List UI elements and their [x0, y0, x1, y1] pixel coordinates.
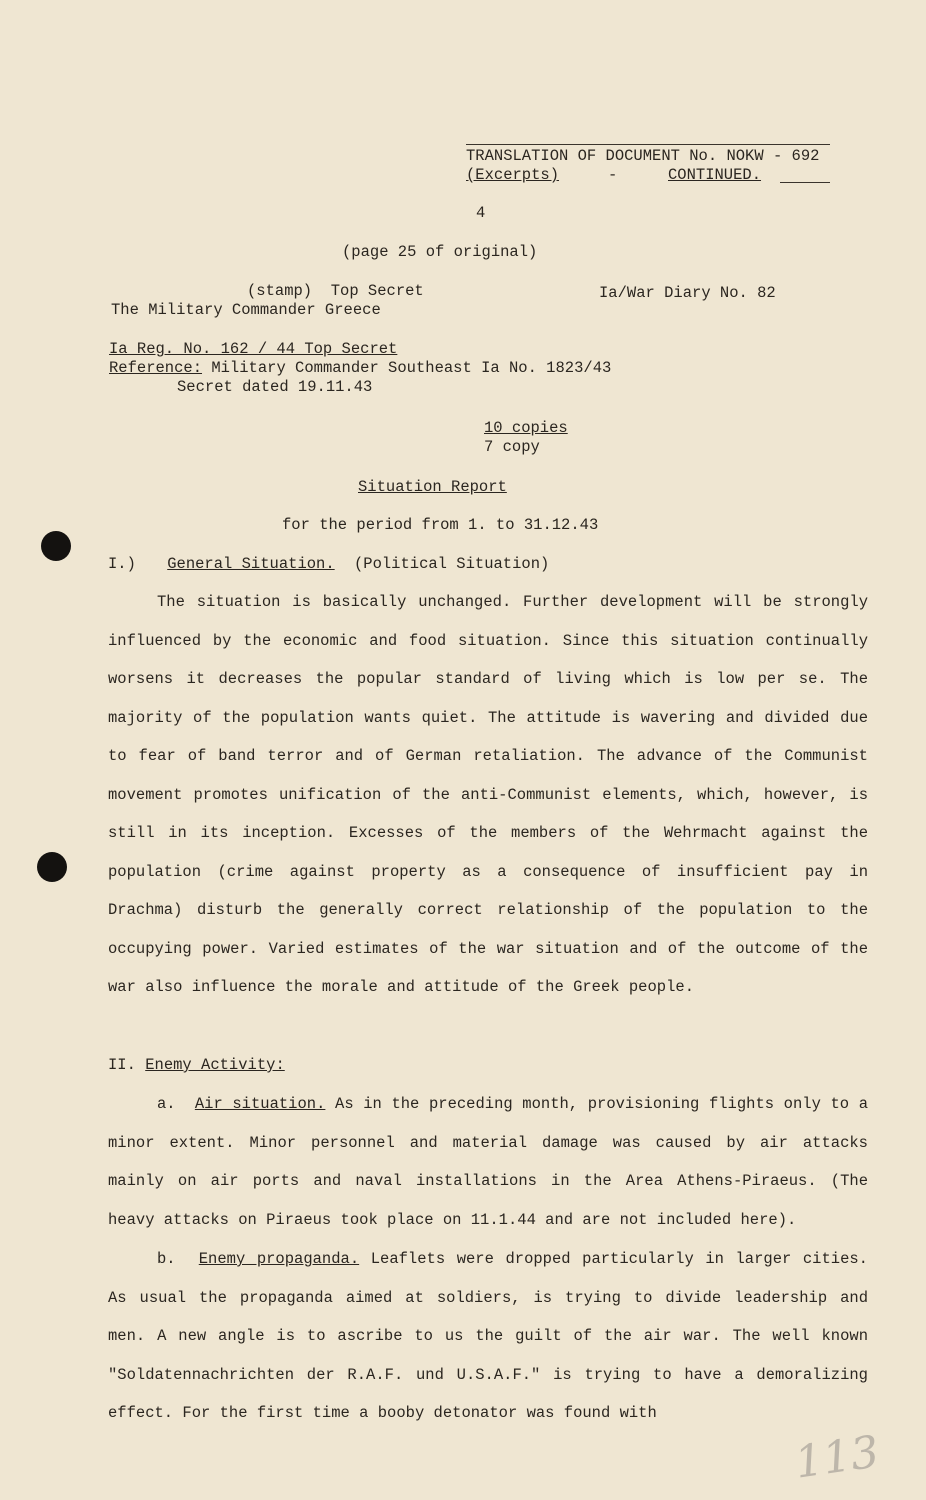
- reference-secret: Secret dated 19.11.43: [177, 378, 373, 396]
- air-situation-label: a.: [157, 1095, 176, 1113]
- header-dash: -: [608, 166, 618, 184]
- section-2-title: Enemy Activity:: [145, 1056, 285, 1074]
- air-situation-title: Air situation.: [194, 1095, 326, 1113]
- enemy-propaganda-title: Enemy propaganda.: [198, 1250, 360, 1268]
- copy-number: 7 copy: [484, 438, 540, 456]
- page-of-original: (page 25 of original): [342, 243, 538, 261]
- excerpts: (Excerpts): [466, 166, 560, 184]
- reference-line: [109, 358, 611, 378]
- continued: CONTINUED.: [668, 166, 762, 184]
- section-1-title: General Situation.: [167, 555, 335, 573]
- air-situation-paragraph: [108, 1085, 868, 1239]
- page-number: 4: [476, 204, 486, 222]
- punch-hole: [41, 531, 71, 561]
- section-2-heading: [108, 1055, 285, 1075]
- section-1-number: I.): [108, 555, 136, 573]
- report-period: for the period from 1. to 31.12.43: [282, 516, 599, 534]
- copies-count: 10 copies: [484, 419, 568, 437]
- report-title: Situation Report: [358, 478, 507, 496]
- enemy-propaganda-label: b.: [157, 1250, 176, 1268]
- air-situation-body: As in the preceding month, provisioning flights only to a minor extent. Minor personnel and material damage was caused by air attacks mainly on air ports and naval installations in the Area Athens-Piraeus. (The heavy attacks on Piraeus took place on 11.1.44 and are not included here).: [108, 1095, 869, 1229]
- header-top-rule: [466, 144, 830, 145]
- section-2-number: II.: [108, 1056, 136, 1074]
- reference-label: Reference:: [109, 359, 203, 377]
- enemy-propaganda-body: Leaflets were dropped particularly in larger cities. As usual the propaganda aimed at soldiers, is trying to divide leadership and men. A new angle is to ascribe to us the guilt of the air war. The well known "Soldatennachrichten der R.A.F. und U.S.A.F." is trying to have a demoralizing effect. For the first time a booby detonator was found with: [108, 1250, 868, 1422]
- section-1-heading: [108, 554, 549, 574]
- translation-line: TRANSLATION OF DOCUMENT No. NOKW - 692: [466, 147, 820, 165]
- continued-label: [668, 165, 761, 185]
- enemy-propaganda-paragraph: [108, 1240, 868, 1433]
- war-diary-number: Ia/War Diary No. 82: [599, 284, 776, 302]
- header-bottom-rule: [780, 182, 830, 183]
- stamp-line: (stamp) Top Secret: [247, 282, 424, 300]
- excerpts-label: [466, 165, 559, 185]
- sender: The Military Commander Greece: [111, 301, 381, 319]
- pencil-page-note: 113: [791, 1426, 883, 1489]
- reference-text: Military Commander Southeast Ia No. 1823/43: [211, 359, 612, 377]
- section-1-subtitle: (Political Situation): [353, 555, 550, 573]
- section-1-body: The situation is basically unchanged. Further development will be strongly influenced by the economic and food situation. Since this situation continually worsens it decreases the popular standard of living which is low per se. The majority of the population wants quiet. The attitude is wavering and divided due to fear of band terror and of German retaliation. The advance of the Communist movement promotes unification of the anti-Communist elements, which, however, is still in its inception. Excesses of the members of the Wehrmacht against the population (crime against property as a consequence of insufficient pay in Drachma) disturb the generally correct relationship of the population to the occupying power. Varied estimates of the war situation and of the outcome of the war also influence the morale and attitude of the Greek people.: [108, 593, 868, 996]
- reg-line: Ia Reg. No. 162 / 44 Top Secret: [109, 340, 398, 358]
- punch-hole: [37, 852, 67, 882]
